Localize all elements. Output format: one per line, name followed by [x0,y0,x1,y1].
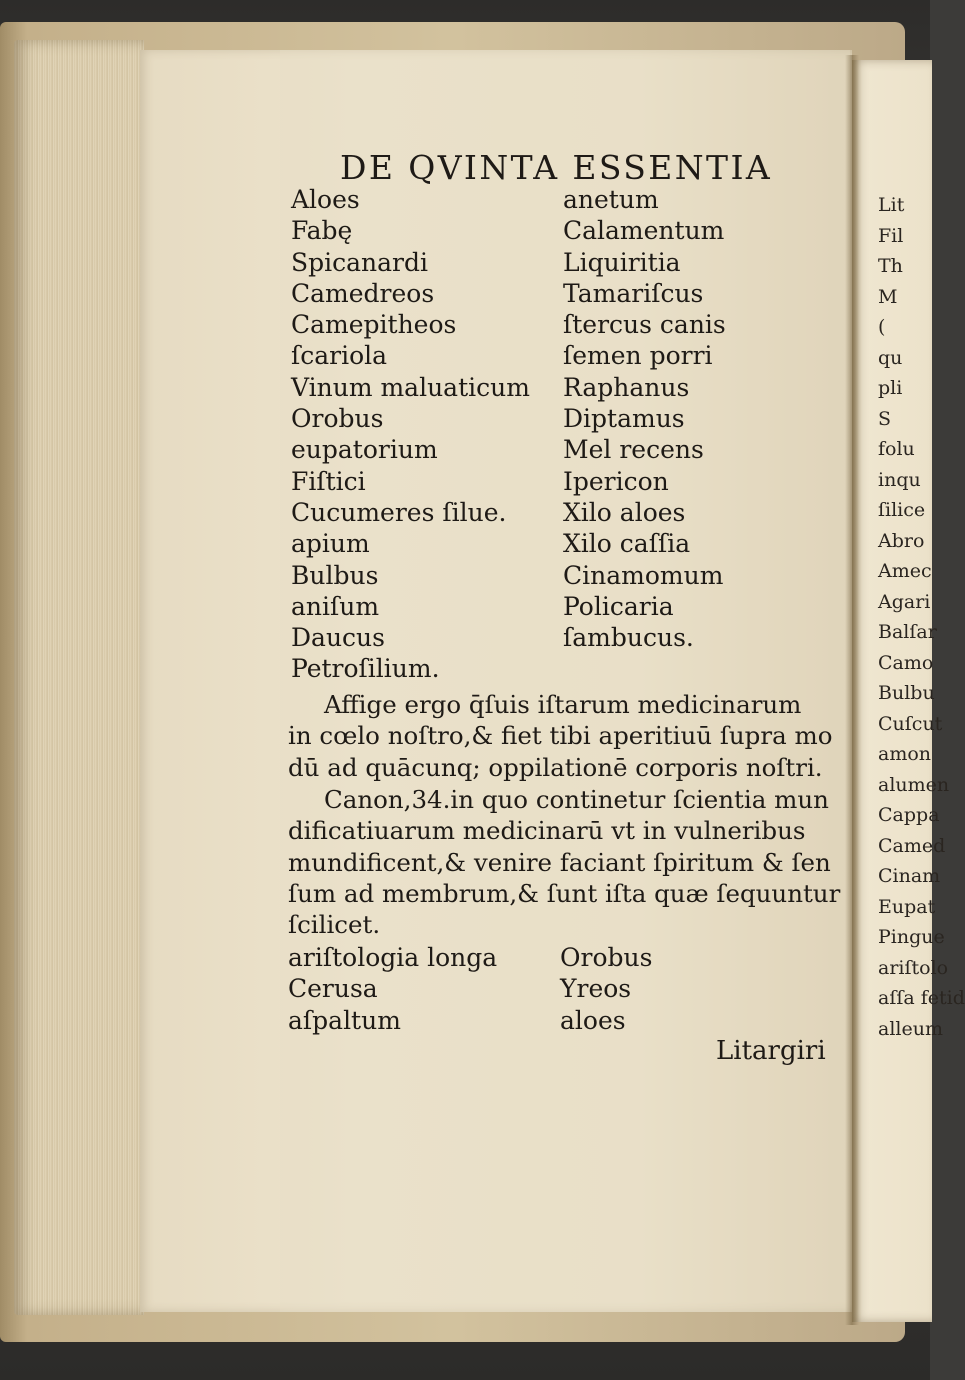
text-line: Eupat [878,895,936,918]
ingredient-list-2-left [288,942,497,1036]
list-item: Mel recens [563,435,704,465]
text-line: Fil [878,224,904,247]
list-item: Camedreos [291,278,435,308]
text-line: mundificent,& venire faciant ſpiritum & ſen [288,847,831,877]
list-item: Liquiritia [563,247,681,277]
facing-page-text [878,190,965,1044]
list-item: ſcariola [291,341,388,371]
list-item: Ipericon [563,466,669,496]
list-item: Tamariſcus [563,278,704,308]
list-item: ſtercus canis [563,310,726,340]
ingredient-list-2-right [560,942,652,1036]
text-line: pli [878,377,903,399]
list-item: Spicanardi [291,247,428,277]
list-item: Bulbus [291,560,379,590]
text-line: ſilice [878,499,926,521]
text-line: alleum [878,1017,943,1040]
text-line: Balſar [878,621,937,643]
list-item: aniſum [291,591,380,621]
list-item: aſpaltum [288,1005,401,1035]
text-line: ſcilicet. [288,910,381,940]
text-line: Affige ergo q̄ſuis iſtarum medicinarum [324,690,802,719]
list-item: Xilo aloes [563,497,686,527]
list-item: ariſtologia longa [288,943,498,972]
list-item: Daucus [291,623,385,653]
text-line: folu [878,438,915,460]
ingredient-list-right [563,184,726,653]
text-line: dificatiuarum medicinarū vt in vulneribus [288,816,806,846]
list-item: eupatorium [291,435,438,465]
text-line: Camo [878,651,934,674]
text-line: Agari [878,590,931,613]
list-item: Cerusa [288,974,378,1004]
list-item: ſemen porri [563,341,713,371]
text-line: ariſtolo [878,956,949,979]
list-item: Diptamus [563,404,685,434]
text-line: ( [878,316,886,338]
list-item: Aloes [291,185,360,214]
text-line: ſum ad membrum,& ſunt iſta quæ ſequuntur [288,878,841,908]
text-line: Pingue [878,926,945,948]
text-line: qu [878,346,903,369]
text-line: Cuſcut [878,712,943,735]
text-line: in cœlo noſtro,& fiet tibi aperitiuū ſupra mo [288,721,833,751]
text-line: M [878,285,898,308]
text-line: inqu [878,468,921,491]
list-item: apium [291,529,370,559]
list-item: anetum [563,185,659,214]
text-line: aſſa fetid [878,987,965,1009]
list-item: Petroſilium. [291,654,440,684]
list-item: Policaria [563,591,674,621]
list-item: Cinamomum [563,560,724,590]
list-item: aloes [560,1005,626,1035]
catchword: Litargiri [716,1036,826,1066]
list-item: Camepitheos [291,310,457,340]
list-item: ſambucus. [563,623,694,653]
text-line: Canon,34.in quo continetur ſcientia mun [324,785,829,814]
text-line: Cinam [878,865,941,887]
list-item: Xilo caſſia [563,529,691,559]
list-item: Vinum maluaticum [291,372,530,402]
text-line: Camed [878,834,946,857]
list-item: Yreos [560,974,632,1004]
text-line: S [878,407,892,430]
list-item: Orobus [560,943,653,972]
text-line: Lit [878,194,905,216]
paragraph-affige [288,689,848,783]
text-line: Bulbu [878,682,935,704]
paragraph-canon [288,784,848,940]
list-item: Fiſtici [291,466,366,496]
list-item: Raphanus [563,372,690,402]
ingredient-list-left [291,184,530,685]
page-edges [14,40,144,1315]
text-line: Th [878,255,903,277]
text-line: Cappa [878,804,940,826]
text-line: dū ad quācunq; oppilationē corporis noſtri. [288,752,823,782]
page-heading: DE QVINTA ESSENTIA [340,148,773,187]
list-item: Cucumeres ſilue. [291,497,507,527]
list-item: Calamentum [563,216,725,246]
list-item: Orobus [291,404,384,434]
list-item: Fabę [291,216,353,246]
text-line: alumen [878,773,950,796]
text-line: Amec [878,560,932,582]
text-line: amon [878,743,932,765]
text-line: Abro [878,529,925,552]
